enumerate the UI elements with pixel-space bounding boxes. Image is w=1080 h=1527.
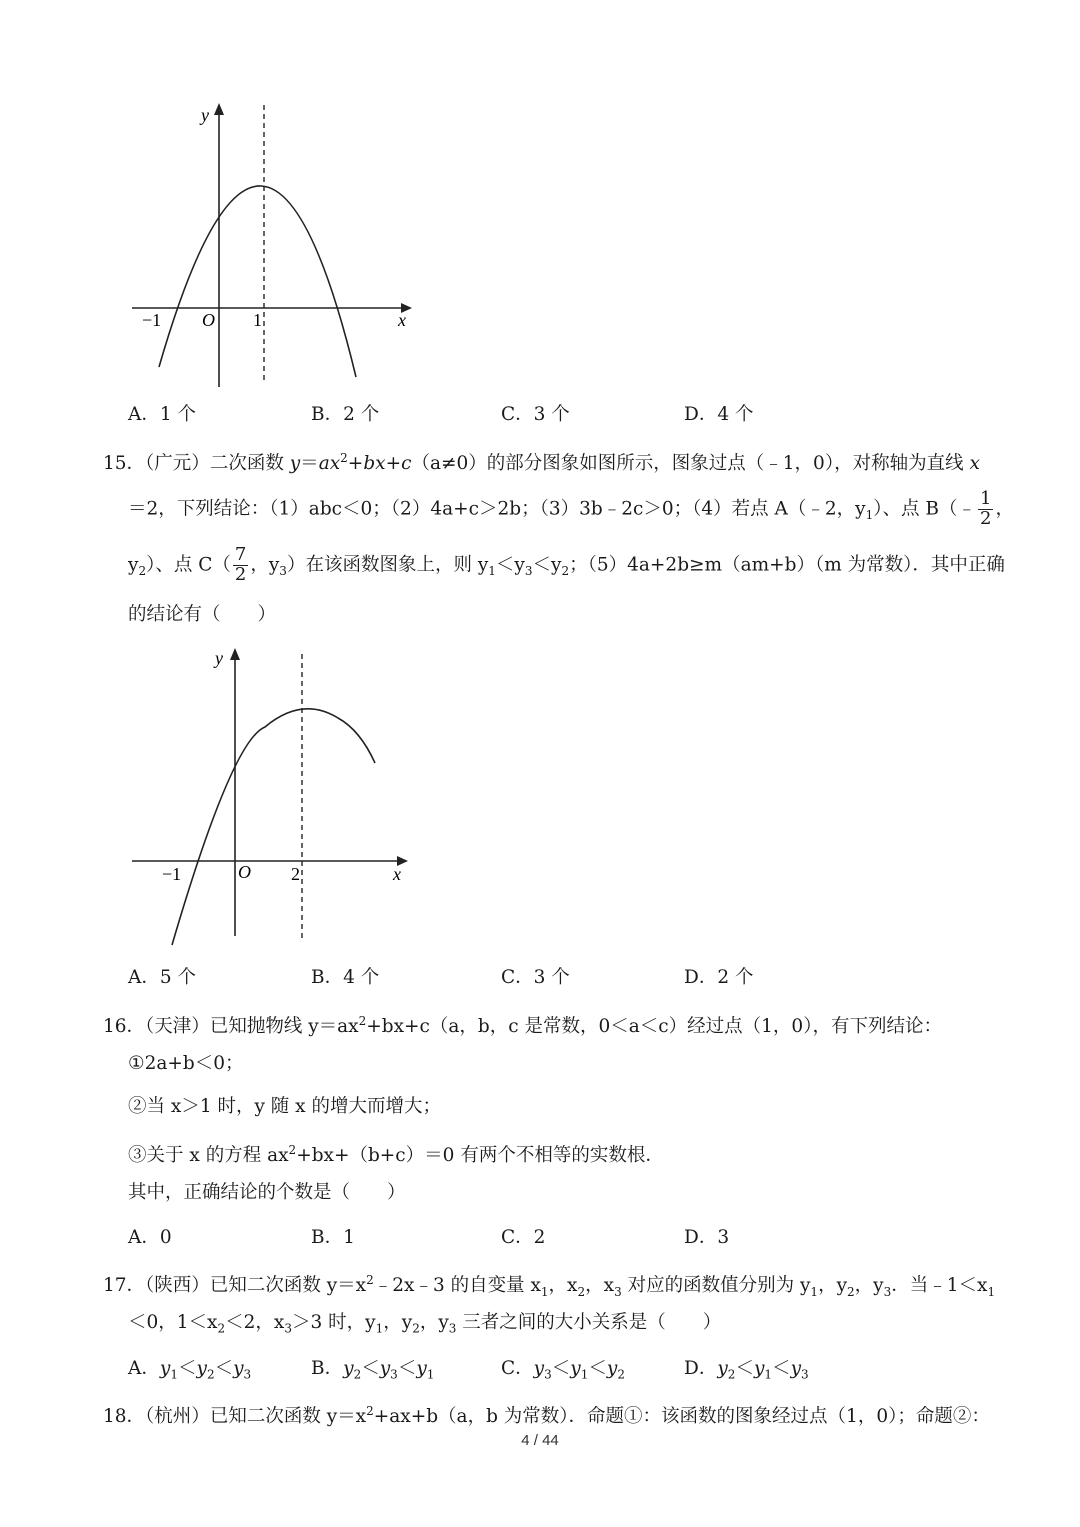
q18-line-1: 18．（杭州）已知二次函数 $y=x^2+ax+b(a$，b 为常数）．命题①：该函数的图象经过点（1，0）；命题②： (103, 1404, 990, 1428)
y-axis-label: y (215, 648, 223, 668)
option-b[interactable]: B．4 个 (311, 967, 380, 988)
q16-ask: 其中，正确结论的个数是（ ） (128, 1182, 406, 1203)
parabola-graph-1 (120, 95, 430, 395)
tick-label-neg1: −1 (162, 864, 182, 884)
q16-options (128, 1223, 1028, 1251)
q17-line-2: ＜0，$1<x_2<2$，$x_3>3$ 时，$y_1$，$y_2$，$y_3$ 三者之间的大小关系是（ ） (128, 1312, 722, 1336)
question-source: （杭州） (145, 1406, 210, 1428)
q16-item-3: ③关于 x 的方程 $ax^2+bx+(b+c)=0$ 有两个不相等的实数根． (128, 1143, 664, 1167)
option-a[interactable]: A．5 个 (128, 967, 197, 988)
option-c[interactable]: C．2 (501, 1227, 546, 1248)
option-c[interactable]: C．$y_3<y_1<y_2$ (501, 1358, 625, 1382)
question-number: 18． (103, 1406, 146, 1428)
q15-line-3: $y_2$）、点 C（ $\frac{7}{2}$ ，$y_3$）在该函数图象上，则 $y_1<y_3<y_2$；（5）4a+2b≥m（am+b）（m 为常数）．其中正确 (128, 544, 1005, 585)
q16-line-1: 16．（天津）已知抛物线 $y=ax^2+bx+c(a$，b，c 是常数，0＜a＜c）经过点（1，0），有下列结论： (103, 1014, 942, 1038)
fraction-seven-halves: $\frac{7}{2}$ (234, 544, 247, 585)
option-d[interactable]: D．$y_2<y_1<y_3$ (684, 1358, 809, 1382)
tick-label-neg1: −1 (142, 310, 162, 330)
x-axis-label: x (393, 864, 401, 884)
tick-label-2: 2 (291, 864, 300, 884)
page-number: 4 / 44 (521, 1432, 559, 1449)
option-a[interactable]: A．1 个 (128, 404, 197, 425)
parabola-graph-2 (120, 640, 430, 950)
y-axis-arrow (214, 103, 224, 115)
q17-line-1: 17．（陕西）已知二次函数 $y=x^2﹣2x﹣3$ 的自变量 $x_1$，$x_2$，$x_3$ 对应的函数值分别为 $y_1$，$y_2$，$y_3$．当$﹣1<x_1$ (103, 1273, 996, 1299)
option-c[interactable]: C．3 个 (501, 967, 570, 988)
q17-options (128, 1354, 1028, 1382)
x-axis-label: x (398, 310, 406, 330)
q14-options (128, 400, 1028, 428)
option-d[interactable]: D．2 个 (684, 967, 754, 988)
q15-line-2: ＝2，下列结论：（1）abc＜0；（2）4a+c＞2b；（3）3b﹣2c＞0；（4）若点 A（﹣2，$y_1$）、点 B（﹣ $\frac{1}{2}$ ， (128, 488, 1014, 529)
fraction-one-half: $\frac{1}{2}$ (980, 488, 992, 529)
origin-label: O (202, 310, 215, 330)
q16-item-1: ①2a+b＜0； (128, 1053, 244, 1074)
question-number: 15． (103, 453, 146, 475)
question-source: （陕西） (145, 1275, 210, 1297)
parabola-curve (172, 709, 375, 945)
option-b[interactable]: B．$y_2<y_3<y_1$ (311, 1358, 435, 1382)
tick-label-1: 1 (253, 310, 262, 330)
option-b[interactable]: B．2 个 (311, 404, 380, 425)
question-number: 17． (103, 1275, 146, 1297)
q15-line-1: 15．（广元）二次函数 $y=ax^2+bx+c(a\ne 0)$的部分图象如图所示，图象过点（﹣1，0），对称轴为直线 x (103, 451, 980, 475)
q15-line-4: 的结论有（ ） (128, 604, 277, 625)
option-d[interactable]: D．4 个 (684, 404, 754, 425)
option-c[interactable]: C．3 个 (501, 404, 570, 425)
origin-label: O (238, 862, 251, 882)
option-b[interactable]: B．1 (311, 1227, 355, 1248)
q16-item-2: ②当 x＞1 时，y 随 x 的增大而增大； (128, 1096, 441, 1117)
y-axis-arrow (230, 648, 240, 660)
y-axis-label: y (201, 105, 209, 125)
option-d[interactable]: D．3 (684, 1227, 730, 1248)
q15-options (128, 963, 1028, 991)
option-a[interactable]: A．$y_1<y_2<y_3$ (128, 1358, 252, 1382)
parabola-curve (159, 186, 356, 377)
question-number: 16． (103, 1016, 146, 1038)
question-source: （广元） (145, 453, 210, 475)
question-source: （天津） (145, 1016, 210, 1038)
option-a[interactable]: A．0 (128, 1227, 172, 1248)
